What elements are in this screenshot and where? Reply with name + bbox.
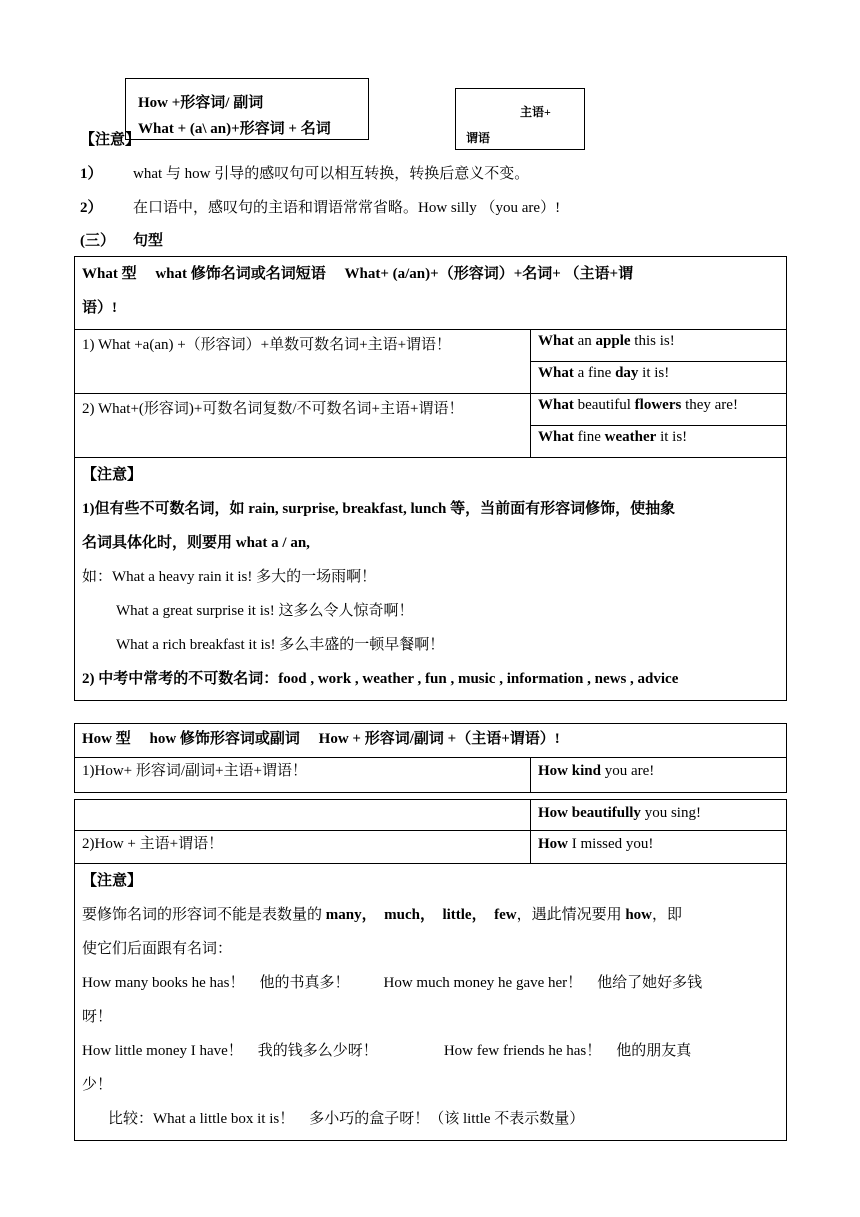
example-noun: apple: [595, 333, 631, 349]
how-note-example: How few friends he has！ 他的朋友真: [443, 1043, 692, 1059]
example-keyword: What: [538, 397, 574, 413]
how-example-3: [531, 831, 787, 864]
table-row: [75, 831, 787, 864]
example-text: an: [573, 333, 596, 349]
what-note-cell: [75, 458, 787, 701]
table-row: [75, 800, 787, 831]
table-row: [75, 330, 787, 362]
how-note-line3: [82, 966, 779, 1000]
how-pattern-table-bottom: [74, 799, 787, 1141]
example-keyword: How beautifully: [538, 805, 641, 821]
how-note-text: ，即: [652, 907, 683, 923]
note-number-1: 1）: [80, 166, 103, 182]
what-example-1: [531, 330, 787, 362]
how-note-example: How many books he has！ 他的书真多！: [82, 975, 350, 991]
formula-predicate: 谓语: [466, 131, 491, 145]
what-example-4: [531, 426, 787, 458]
what-example-3: [531, 394, 787, 426]
what-note-p1-line1: 1)但有些不可数名词，如 rain, surprise, breakfast, lunch 等，当前面有形容词修饰，使抽象: [82, 501, 676, 517]
section-number: (三）: [80, 233, 115, 249]
what-pattern-1: 1) What +a(an) +（形容词）+单数可数名词+主语+谓语！: [75, 330, 531, 394]
how-example-2: [531, 800, 787, 831]
table-row: [75, 458, 787, 701]
how-note-cell: [75, 864, 787, 1141]
example-text: you sing!: [640, 805, 701, 821]
example-noun: day: [615, 365, 639, 381]
what-header: [75, 257, 787, 330]
what-header-line2: 语）!: [82, 300, 117, 316]
how-example-1: [531, 758, 787, 793]
example-keyword: What: [538, 333, 574, 349]
what-pattern-2: 2) What+(形容词)+可数名词复数/不可数名词+主语+谓语！: [75, 394, 531, 458]
example-keyword: What: [538, 429, 574, 445]
how-note-quantifiers: many， much， little， few: [325, 907, 517, 923]
note-heading: 【注意】: [80, 132, 141, 148]
formula-box-left: [125, 78, 369, 140]
what-example-2: [531, 362, 787, 394]
example-text: you are!: [600, 763, 655, 779]
note-number-2: 2）: [80, 200, 103, 216]
table-row: [75, 864, 787, 1141]
example-noun: flowers: [634, 397, 682, 413]
how-note-line4: 呀！: [82, 1009, 113, 1025]
example-text: it is!: [638, 365, 670, 381]
formula-subject: 主语+: [520, 105, 551, 119]
what-note-p2: 2) 中考中常考的不可数名词：food , work , weather , fun , music , information , news , advice: [82, 671, 679, 687]
formula-how: How +形容词/ 副词: [138, 95, 264, 111]
section-title: 句型: [133, 233, 164, 249]
example-text: they are!: [681, 397, 738, 413]
what-note-example-3: What a rich breakfast it is! 多么丰盛的一顿早餐啊！: [116, 637, 445, 653]
what-header-line1: What 型 what 修饰名词或名词短语 What+ (a/an)+（形容词）+名词+ （主语+谓: [82, 266, 634, 282]
note-text-2: 在口语中，感叹句的主语和谓语常常省略。How silly （you are）!: [133, 200, 561, 216]
what-note-example-2: What a great surprise it is! 这多么令人惊奇啊！: [116, 603, 414, 619]
table-row: [75, 758, 787, 793]
how-note-line6: 少！: [82, 1077, 113, 1093]
example-text: fine: [573, 429, 605, 445]
example-text: this is!: [630, 333, 675, 349]
how-note-text: 要修饰名词的形容词不能是表数量的: [82, 907, 326, 923]
what-note-heading: 【注意】: [82, 467, 143, 483]
example-text: I missed you!: [568, 836, 654, 852]
what-note-p1-line2: 名词具体化时，则要用 what a / an,: [82, 535, 310, 551]
how-note-text: ，遇此情况要用: [516, 907, 626, 923]
how-pattern-table-top: [74, 723, 787, 793]
what-pattern-table: [74, 256, 787, 701]
note-text-1: what 与 how 引导的感叹句可以相互转换，转换后意义不变。: [133, 166, 530, 182]
table-row: [75, 724, 787, 758]
how-note-line2: 使它们后面跟有名词：: [82, 941, 233, 957]
example-keyword: How: [538, 836, 568, 852]
how-note-how: how: [625, 907, 653, 923]
example-keyword: How kind: [538, 763, 601, 779]
formula-what: What + (a\ an)+形容词 + 名词: [138, 121, 331, 137]
example-noun: weather: [604, 429, 657, 445]
how-note-example: How much money he gave her！ 他给了她好多钱: [383, 975, 703, 991]
how-note-heading: 【注意】: [82, 873, 143, 889]
example-text: a fine: [573, 365, 616, 381]
example-text: beautiful: [573, 397, 635, 413]
how-note-line5: [82, 1034, 779, 1068]
formula-box-right: [455, 88, 585, 150]
example-keyword: What: [538, 365, 574, 381]
how-note-example: How little money I have！ 我的钱多么少呀！: [82, 1043, 378, 1059]
how-header: How 型 how 修饰形容词或副词 How + 形容词/副词 +（主语+谓语）!: [75, 724, 787, 758]
how-note-line1: [82, 898, 779, 932]
how-pattern-empty: [75, 800, 531, 831]
how-pattern-2: 2)How + 主语+谓语！: [75, 831, 531, 864]
table-row: [75, 394, 787, 426]
table-row: [75, 257, 787, 330]
how-note-line7: 比较：What a little box it is！ 多小巧的盒子呀！（该 little 不表示数量）: [108, 1111, 585, 1127]
what-note-example-1: 如：What a heavy rain it is! 多大的一场雨啊！: [82, 569, 377, 585]
how-pattern-1: 1)How+ 形容词/副词+主语+谓语！: [75, 758, 531, 793]
example-text: it is!: [656, 429, 688, 445]
